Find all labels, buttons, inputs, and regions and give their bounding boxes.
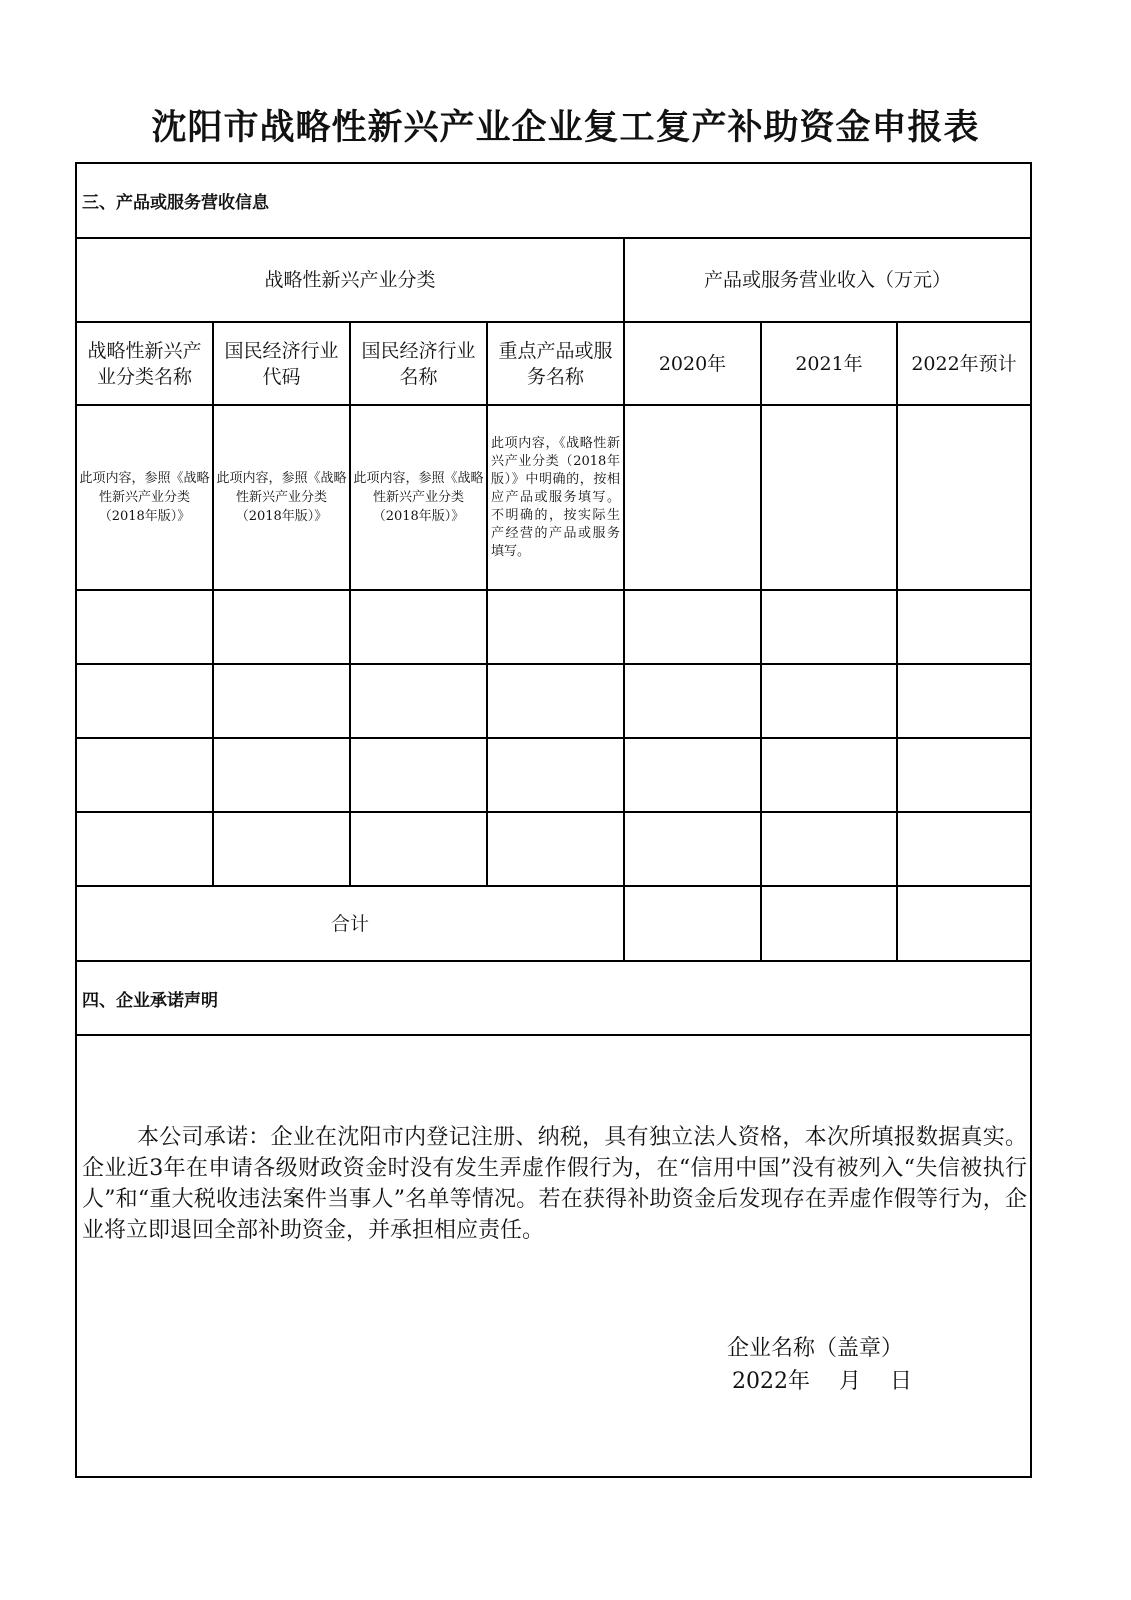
pledge-statement: 本公司承诺：企业在沈阳市内登记注册、纳税，具有独立法人资格，本次所填报数据真实。企业近3年在申请各级财政资金时没有发生弄虚作假行为，在“信用中国”没有被列入“失信被执行人”和“重大税收违法案件当事人”名单等情况。若在获得补助资金后发现存在弄虚作假等行为，企业将立即退回全部补助资金，并承担相应责任。 <box>82 1125 1027 1243</box>
company-seal-label: 企业名称（盖章） <box>727 1336 904 1361</box>
col-header-category-name: 战略性新兴产业分类名称 <box>87 339 202 388</box>
row-divider <box>77 811 1030 813</box>
column-divider <box>760 321 762 960</box>
column-divider <box>896 321 898 960</box>
total-label: 合计 <box>330 912 369 935</box>
signature-date: 2022年 月 日 <box>732 1369 912 1394</box>
row-divider <box>77 589 1030 591</box>
col-header-2020: 2020年 <box>658 352 727 375</box>
col-header-industry-code: 国民经济行业代码 <box>224 339 339 388</box>
revenue-group-header: 产品或服务营业收入（万元） <box>703 269 951 291</box>
note-category-name: 此项内容，参照《战略性新兴产业分类（2018年版）》 <box>79 471 210 524</box>
note-industry-code: 此项内容，参照《战略性新兴产业分类（2018年版）》 <box>216 471 347 524</box>
section4-heading: 四、企业承诺声明 <box>82 990 218 1011</box>
row-divider <box>77 737 1030 739</box>
section3-heading: 三、产品或服务营收信息 <box>82 193 269 213</box>
col-header-2021: 2021年 <box>795 352 863 375</box>
note-key-product: 此项内容，《战略性新兴产业分类（2018年版）》中明确的，按相应产品或服务填写。不明确的，按实际生产经营的产品或服务填写。 <box>491 435 620 559</box>
application-form <box>75 162 1032 1478</box>
classification-group-header: 战略性新兴产业分类 <box>264 269 436 291</box>
col-header-key-product: 重点产品或服务名称 <box>498 339 613 388</box>
col-header-industry-name: 国民经济行业名称 <box>361 339 476 388</box>
row-divider <box>77 1034 1030 1036</box>
row-divider <box>77 663 1030 665</box>
form-title: 沈阳市战略性新兴产业企业复工复产补助资金申报表 <box>151 108 980 148</box>
col-header-2022-estimate: 2022年预计 <box>911 352 1017 375</box>
note-industry-name: 此项内容，参照《战略性新兴产业分类（2018年版）》 <box>353 471 484 524</box>
